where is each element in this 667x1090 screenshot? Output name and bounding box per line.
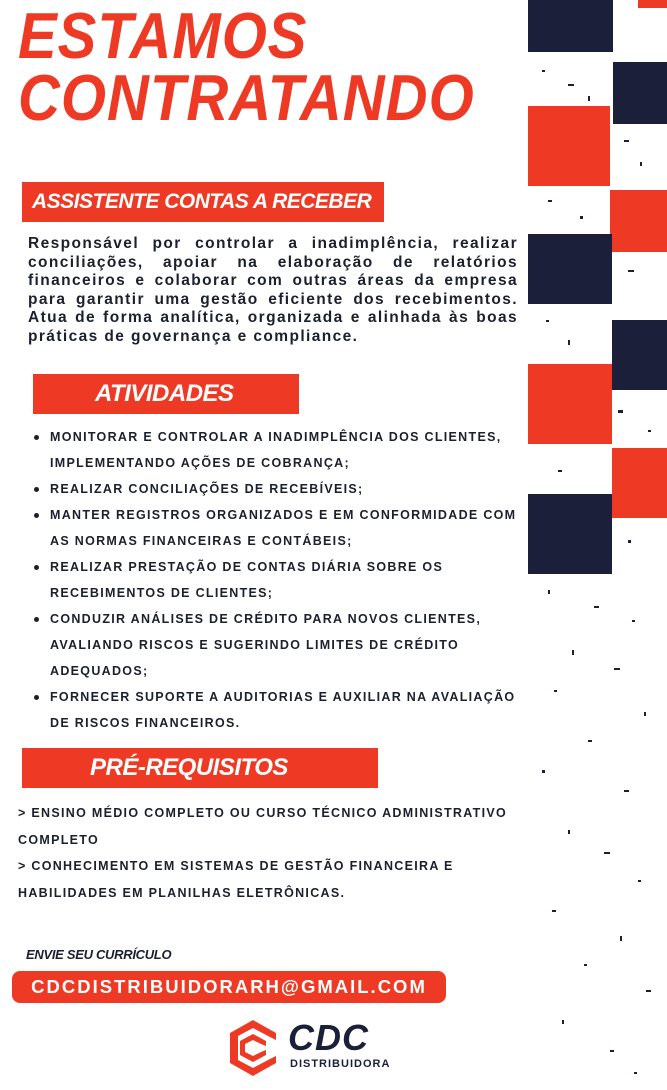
requirements-list bbox=[18, 800, 518, 906]
logo-subtitle: DISTRIBUIDORA bbox=[290, 1058, 391, 1070]
headline-line-2: CONTRATANDO bbox=[18, 61, 475, 135]
cdc-logo-mark-icon bbox=[228, 1020, 278, 1076]
activity-item: CONDUZIR ANÁLISES DE CRÉDITO PARA NOVOS CLIENTES, AVALIANDO RISCOS E SUGERINDO LIMITES DE CRÉDITO ADEQUADOS; bbox=[34, 606, 518, 684]
requirement-item: > ENSINO MÉDIO COMPLETO OU CURSO TÉCNICO ADMINISTRATIVO COMPLETO bbox=[18, 806, 507, 847]
contact-email[interactable]: CDCDISTRIBUIDORARH@GMAIL.COM bbox=[31, 976, 427, 997]
send-cv-label: ENVIE SEU CURRÍCULO bbox=[26, 947, 172, 962]
job-title: ASSISTENTE CONTAS A RECEBER bbox=[32, 190, 372, 213]
job-title-banner bbox=[22, 182, 384, 222]
activity-item: REALIZAR CONCILIAÇÕES DE RECEBÍVEIS; bbox=[34, 476, 518, 502]
activity-item: FORNECER SUPORTE A AUDITORIAS E AUXILIAR NA AVALIAÇÃO DE RISCOS FINANCEIROS. bbox=[34, 684, 518, 736]
requirement-item: > CONHECIMENTO EM SISTEMAS DE GESTÃO FINANCEIRA E HABILIDADES EM PLANILHAS ELETRÔNICAS. bbox=[18, 859, 454, 900]
activity-item: MANTER REGISTROS ORGANIZADOS E EM CONFORMIDADE COM AS NORMAS FINANCEIRAS E CONTÁBEIS; bbox=[34, 502, 518, 554]
activities-list bbox=[34, 424, 518, 736]
activities-heading: ATIVIDADES bbox=[95, 380, 234, 407]
activities-banner bbox=[33, 374, 299, 414]
activity-item: MONITORAR E CONTROLAR A INADIMPLÊNCIA DOS CLIENTES, IMPLEMENTANDO AÇÕES DE COBRANÇA; bbox=[34, 424, 518, 476]
requirements-banner bbox=[22, 748, 378, 788]
requirements-heading: PRÉ-REQUISITOS bbox=[90, 754, 288, 781]
company-logo bbox=[228, 1018, 408, 1078]
headline-line-1: ESTAMOS bbox=[18, 0, 308, 73]
activity-item: REALIZAR PRESTAÇÃO DE CONTAS DIÁRIA SOBRE OS RECEBIMENTOS DE CLIENTES; bbox=[34, 554, 518, 606]
email-box[interactable] bbox=[12, 971, 446, 1003]
job-description: Responsável por controlar a inadimplência, realizar conciliações, apoiar na elaboração de relatórios financeiros e colaborar com outras áreas da empresa para garantir uma gestão eficiente dos recebimentos. Atua de forma analítica, organizada e alinhada às boas práticas de governança e compliance. bbox=[28, 235, 518, 345]
logo-name: CDC bbox=[288, 1017, 369, 1058]
decorative-checker-strip bbox=[528, 0, 667, 1090]
